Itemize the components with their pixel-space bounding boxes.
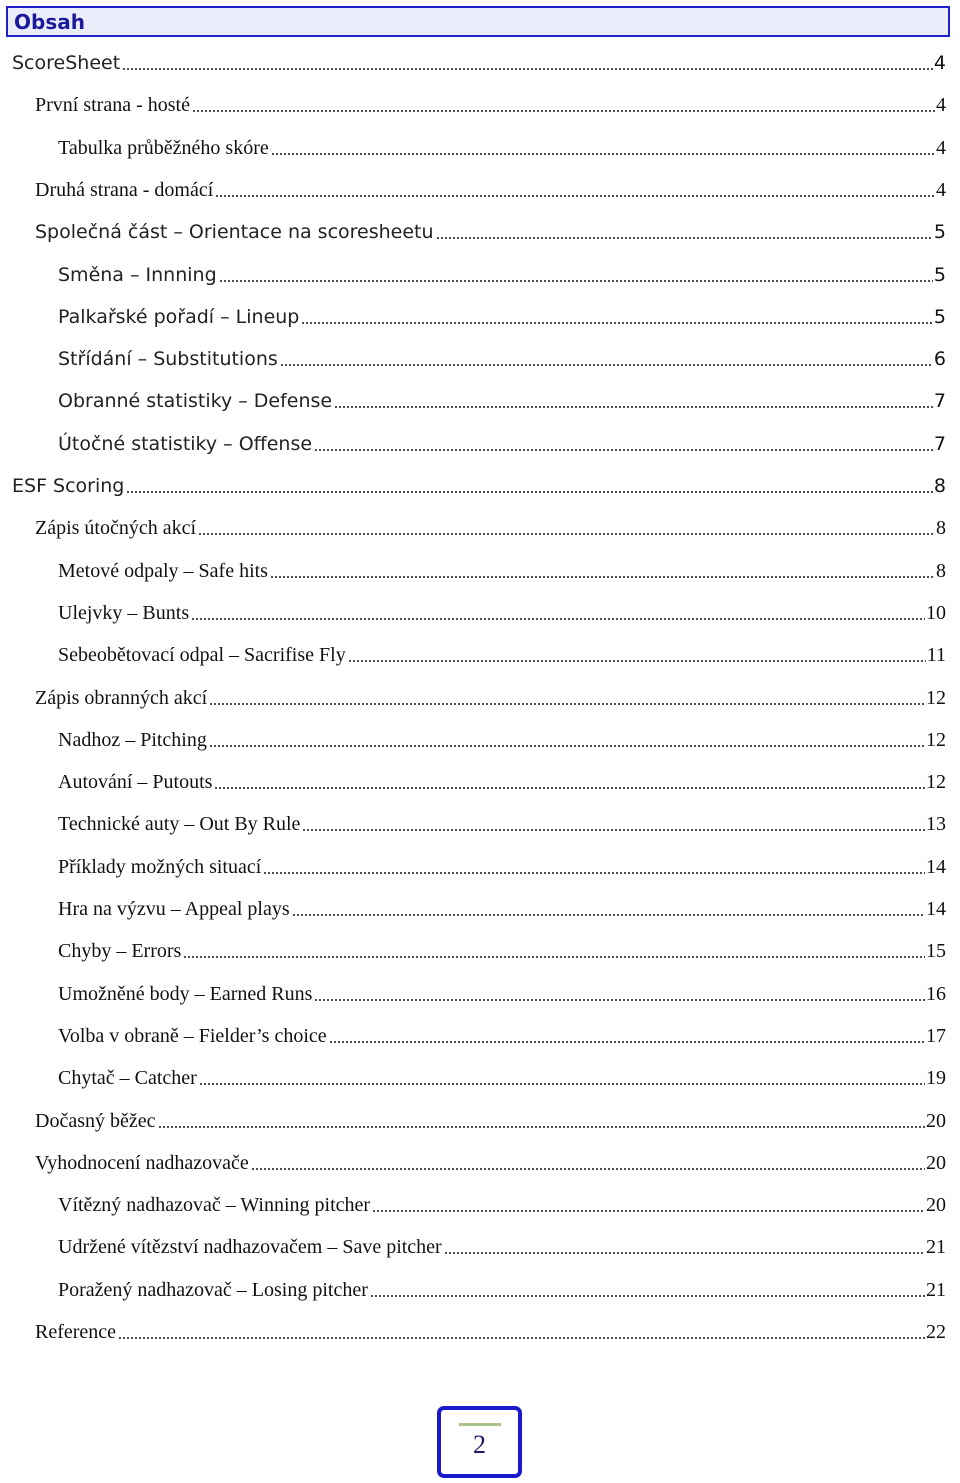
toc-entry[interactable] <box>0 678 946 710</box>
toc-entry-label: Chyby – Errors <box>58 940 182 963</box>
toc-entry[interactable] <box>0 889 946 921</box>
page-number-accent-bar <box>459 1423 501 1426</box>
toc-entry-page: 12 <box>926 686 946 709</box>
toc-entry-page: 13 <box>926 813 946 836</box>
toc-entry-label: Volba v obraně – Fielder’s choice <box>58 1024 327 1047</box>
toc-dot-leader <box>270 576 935 578</box>
toc-entry-page: 11 <box>926 644 946 667</box>
toc-entry-page: 7 <box>933 432 946 455</box>
toc-entry-page: 22 <box>926 1321 946 1343</box>
toc-entry-label: Palkařské pořadí – Lineup <box>58 305 300 328</box>
toc-entry-page: 12 <box>926 771 946 794</box>
toc-entry-page: 4 <box>936 136 946 159</box>
toc-entry[interactable] <box>0 931 946 963</box>
toc-entry[interactable] <box>0 255 946 287</box>
toc-entry-label: Autování – Putouts <box>58 771 213 794</box>
toc-entry[interactable] <box>0 847 946 879</box>
toc-dot-leader <box>126 491 933 493</box>
toc-entry-page: 8 <box>936 559 946 582</box>
toc-dot-leader <box>219 280 933 282</box>
toc-entry-label: Technické auty – Out By Rule <box>58 813 301 836</box>
toc-dot-leader <box>214 787 925 789</box>
toc-entry[interactable] <box>0 297 946 329</box>
toc-entry-label: Poražený nadhazovač – Losing pitcher <box>58 1278 368 1301</box>
toc-entry-page: 8 <box>933 475 946 497</box>
toc-dot-leader <box>314 999 925 1001</box>
toc-entry-page: 20 <box>926 1194 946 1217</box>
toc-entry[interactable] <box>0 1101 946 1133</box>
toc-dot-leader <box>198 533 935 535</box>
toc-entry-label: Umožněné body – Earned Runs <box>58 982 313 1005</box>
toc-entry[interactable] <box>0 128 946 160</box>
toc-entry[interactable] <box>0 593 946 625</box>
toc-entry-label: Příklady možných situací <box>58 855 262 878</box>
toc-entry-label: Zápis útočných akcí <box>35 517 197 540</box>
toc-entry[interactable] <box>0 1058 946 1090</box>
toc-dot-leader <box>158 1126 926 1128</box>
toc-entry-label: Ulejvky – Bunts <box>58 601 190 624</box>
toc-entry-page: 4 <box>933 52 946 74</box>
toc-heading-bar <box>6 6 950 37</box>
toc-entry-label: Hra na výzvu – Appeal plays <box>58 898 290 920</box>
toc-entry-label: Vítězný nadhazovač – Winning pitcher <box>58 1194 371 1217</box>
toc-entry[interactable] <box>0 43 946 75</box>
toc-dot-leader <box>183 956 925 958</box>
toc-dot-leader <box>122 68 933 70</box>
toc-entry[interactable] <box>0 1143 946 1175</box>
toc-dot-leader <box>370 1295 925 1297</box>
toc-entry[interactable] <box>0 339 946 371</box>
toc-entry[interactable] <box>0 424 946 456</box>
toc-entry-page: 7 <box>933 390 946 413</box>
toc-dot-leader <box>280 364 933 366</box>
toc-entry-label: Dočasný běžec <box>35 1109 156 1132</box>
toc-dot-leader <box>436 237 933 239</box>
toc-dot-leader <box>118 1337 925 1339</box>
toc-entry[interactable] <box>0 1270 946 1302</box>
toc-entry-label: Zápis obranných akcí <box>35 686 208 709</box>
toc-entry-page: 15 <box>926 940 946 963</box>
toc-entry-page: 21 <box>926 1236 946 1259</box>
toc-entry[interactable] <box>0 212 946 244</box>
toc-entry[interactable] <box>0 551 946 583</box>
toc-entry[interactable] <box>0 1312 946 1344</box>
toc-dot-leader <box>444 1252 925 1254</box>
toc-entry-label: Útočné statistiky – Offense <box>58 432 313 455</box>
toc-dot-leader <box>199 1083 925 1085</box>
toc-dot-leader <box>215 195 935 197</box>
toc-dot-leader <box>209 703 925 705</box>
toc-entry-page: 5 <box>933 221 946 244</box>
toc-heading: Obsah <box>14 10 85 34</box>
toc-dot-leader <box>334 406 933 408</box>
toc-entry-page: 17 <box>926 1024 946 1047</box>
toc-entry-page: 12 <box>926 728 946 751</box>
toc-entry[interactable] <box>0 85 946 117</box>
toc-entry-page: 10 <box>926 601 946 624</box>
page-number-box <box>437 1406 522 1478</box>
toc-entry-page: 16 <box>926 982 946 1005</box>
toc-entry-page: 5 <box>933 263 946 286</box>
toc-dot-leader <box>192 110 935 112</box>
toc-entry[interactable] <box>0 635 946 667</box>
toc-entry[interactable] <box>0 170 946 202</box>
toc-entry-label: Společná část – Orientace na scoresheetu <box>35 221 434 244</box>
toc-entry-label: ScoreSheet <box>12 52 121 74</box>
toc-dot-leader <box>329 1041 925 1043</box>
toc-entry-label: Nadhoz – Pitching <box>58 728 207 751</box>
toc-dot-leader <box>271 153 935 155</box>
toc-entry-label: ESF Scoring <box>12 475 125 497</box>
toc-entry-page: 14 <box>926 855 946 878</box>
toc-entry[interactable] <box>0 762 946 794</box>
toc-dot-leader <box>314 449 933 451</box>
toc-dot-leader <box>209 745 925 747</box>
toc-entry-label: Sebeobětovací odpal – Sacrifise Fly <box>58 644 346 667</box>
toc-entry-label: Tabulka průběžného skóre <box>58 136 269 159</box>
toc-entry-label: Směna – Innning <box>58 263 217 286</box>
toc-entry-label: Obranné statistiky – Defense <box>58 390 333 413</box>
toc-entry-page: 20 <box>926 1151 946 1174</box>
toc-entry[interactable] <box>0 381 946 413</box>
toc-entry[interactable] <box>0 804 946 836</box>
toc-entry-label: Vyhodnocení nadhazovače <box>35 1151 249 1174</box>
toc-entry-label: První strana - hosté <box>35 94 190 117</box>
toc-entry-label: Udržené vítězství nadhazovačem – Save pitcher <box>58 1236 442 1259</box>
toc-entry[interactable] <box>0 1227 946 1259</box>
toc-entry-page: 21 <box>926 1278 946 1301</box>
toc-entry-page: 4 <box>936 94 946 117</box>
toc-entry-label: Druhá strana - domácí <box>35 178 214 201</box>
toc-dot-leader <box>263 872 925 874</box>
toc-entry-page: 8 <box>936 517 946 540</box>
toc-entry[interactable] <box>0 974 946 1006</box>
toc-entry[interactable] <box>0 1185 946 1217</box>
toc-entry[interactable] <box>0 508 946 540</box>
toc-entry-page: 20 <box>926 1109 946 1132</box>
toc-entry-page: 5 <box>933 305 946 328</box>
toc-dot-leader <box>191 618 925 620</box>
toc-entry-page: 14 <box>926 898 946 920</box>
toc-entry[interactable] <box>0 1016 946 1048</box>
toc-dot-leader <box>292 914 925 916</box>
toc-entry-label: Reference <box>35 1321 117 1343</box>
toc-entry[interactable] <box>0 720 946 752</box>
toc-dot-leader <box>372 1210 925 1212</box>
toc-entry-label: Metové odpaly – Safe hits <box>58 559 268 582</box>
toc-dot-leader <box>301 322 933 324</box>
toc-entry-label: Chytač – Catcher <box>58 1067 197 1090</box>
toc-dot-leader <box>302 829 925 831</box>
toc-entry-page: 19 <box>926 1067 946 1090</box>
page-number: 2 <box>473 1430 486 1459</box>
toc-entry-page: 6 <box>933 348 946 371</box>
toc-entry-label: Střídání – Substitutions <box>58 348 278 371</box>
toc-entry[interactable] <box>0 466 946 498</box>
toc-entry-page: 4 <box>936 178 946 201</box>
toc-dot-leader <box>251 1168 925 1170</box>
toc-dot-leader <box>348 660 926 662</box>
